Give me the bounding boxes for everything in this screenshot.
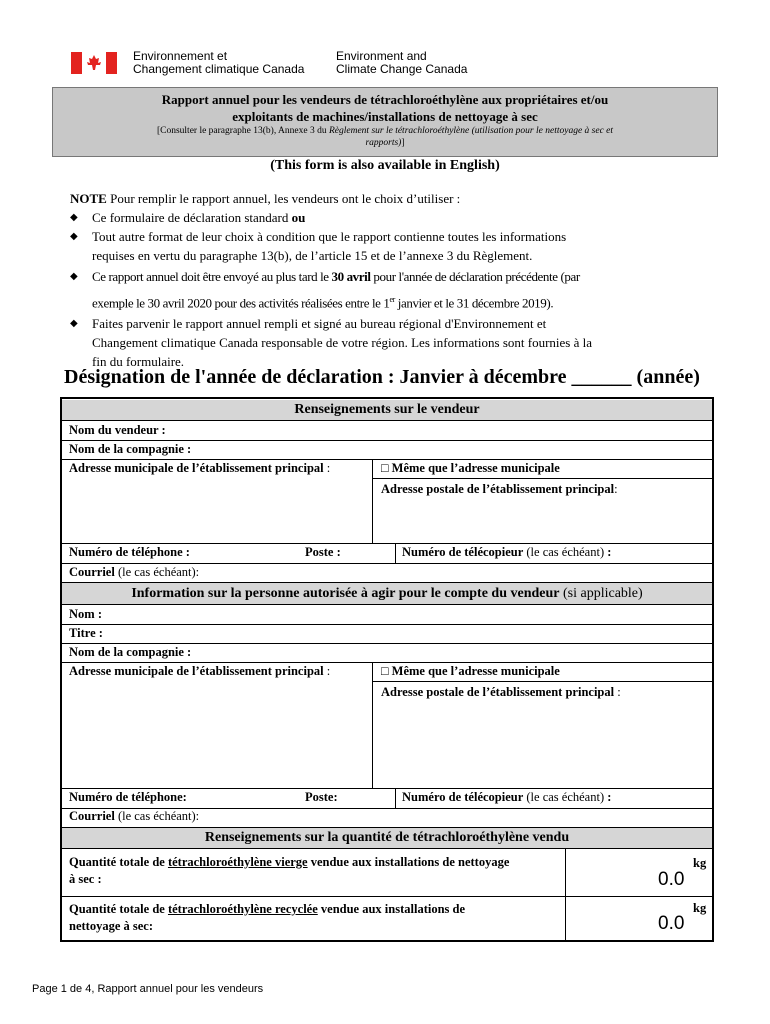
- page-footer: Page 1 de 4, Rapport annuel pour les vendeurs: [32, 983, 264, 995]
- vendor-address-field[interactable]: [69, 461, 330, 476]
- virgin-label-a: Quantité totale de: [69, 855, 168, 869]
- vendor-address-label: Adresse municipale de l’établissement principal: [69, 461, 324, 475]
- agent-fax-note: (le cas échéant): [523, 790, 608, 804]
- agent-fax-label: Numéro de télécopieur: [402, 790, 524, 804]
- dept-fr-line1: Environnement et: [133, 49, 228, 63]
- bullet-icon: ◆: [70, 318, 78, 330]
- note-intro: [70, 189, 710, 208]
- recycled-quantity-label: [69, 901, 465, 935]
- vendor-phone-field[interactable]: Numéro de téléphone :: [69, 545, 190, 559]
- vendor-company-field[interactable]: Nom de la compagnie :: [69, 442, 192, 456]
- vendor-email-label: Courriel: [69, 565, 115, 579]
- bullet4-line1: Faites parvenir le rapport annuel rempli et signé au bureau régional d'Environnement et: [92, 316, 547, 332]
- recycled-label-a: Quantité totale de: [69, 902, 168, 916]
- vendor-address-colon: :: [323, 461, 331, 475]
- title-line1: Rapport annuel pour les vendeurs de tétrachloroéthylène aux propriétaires et/ou: [161, 92, 609, 107]
- virgin-quantity-unit: kg: [693, 856, 707, 870]
- recycled-label-u: tétrachloroéthylène recyclée: [167, 902, 318, 916]
- virgin-quantity-input[interactable]: 0.0: [658, 869, 685, 890]
- virgin-label-line2: à sec :: [69, 872, 102, 886]
- agent-company-field[interactable]: Nom de la compagnie :: [69, 645, 192, 659]
- quantity-section-heading: Renseignements sur la quantité de tétrachloroéthylène vendu: [62, 828, 712, 848]
- vendor-mailing-label: Adresse postale de l’établissement principal: [381, 482, 615, 496]
- bullet4-line2: Changement climatique Canada responsable de votre région. Les informations sont fournies à la: [92, 335, 592, 351]
- note-bullet-2: [70, 227, 710, 265]
- agent-email-label: Courriel: [69, 809, 115, 823]
- bullet3-example: exemple le 30 avril 2020 pour des activités réalisées entre le 1: [92, 295, 390, 311]
- vendor-name-field[interactable]: Nom du vendeur :: [69, 423, 166, 437]
- vendor-email-note: (le cas échéant):: [114, 565, 200, 579]
- vendor-mailing-colon: :: [614, 482, 618, 496]
- agent-heading-text: Information sur la personne autorisée à agir pour le compte du vendeur: [131, 586, 560, 601]
- note-bullet-4: [70, 314, 710, 371]
- note-bullet-1: [70, 208, 710, 227]
- title-reference: [53, 125, 717, 149]
- bullet3-text-a: Ce rapport annuel doit être envoyé au plus tard le: [92, 269, 332, 284]
- recycled-label-line2: nettoyage à sec:: [69, 919, 153, 933]
- dept-fr-line2: Changement climatique Canada: [133, 62, 305, 76]
- bullet3-deadline: 30 avril: [331, 269, 371, 284]
- virgin-label-u: tétrachloroéthylène vierge: [167, 855, 308, 869]
- vendor-mailing-address-field[interactable]: [381, 482, 618, 497]
- note-intro-text: Pour remplir le rapport annuel, les vendeurs ont le choix d’utiliser :: [106, 191, 461, 206]
- agent-heading-note: (si applicable): [559, 586, 643, 601]
- bullet1-text: Ce formulaire de déclaration standard: [92, 210, 292, 225]
- agent-name-field[interactable]: Nom :: [69, 607, 102, 621]
- bullet-icon: ◆: [70, 271, 78, 282]
- agent-section-heading: [62, 583, 712, 604]
- bullet-icon: ◆: [70, 231, 78, 242]
- bullet3-text-c: pour l'année de déclaration précédente (par: [370, 269, 580, 284]
- vendor-fax-label: Numéro de télécopieur: [402, 545, 524, 559]
- english-availability-note: (This form is also available in English): [270, 158, 500, 173]
- bullet4-line3: fin du formulaire.: [92, 354, 185, 370]
- form-title: [53, 91, 717, 125]
- virgin-quantity-label: [69, 854, 509, 888]
- virgin-label-b: vendue aux installations de nettoyage: [307, 855, 510, 869]
- vendor-email-field[interactable]: [69, 565, 199, 580]
- bullet3-example-end: janvier et le 31 décembre 2019).: [394, 295, 554, 311]
- note-block: [70, 189, 710, 371]
- agent-mailing-address-field[interactable]: [381, 685, 621, 700]
- agent-title-field[interactable]: Titre :: [69, 626, 103, 640]
- note-bullet-3: [70, 265, 710, 314]
- vendor-fax-note: (le cas échéant): [523, 545, 608, 559]
- agent-ext-field[interactable]: Poste:: [305, 790, 338, 804]
- agent-address-field[interactable]: [69, 664, 330, 679]
- title-box: [52, 87, 718, 157]
- agent-fax-colon: :: [607, 790, 612, 804]
- department-name-en: [336, 50, 467, 76]
- agent-fax-field[interactable]: [402, 790, 611, 805]
- dept-en-line2: Climate Change Canada: [336, 62, 468, 76]
- department-name-fr: [133, 50, 304, 76]
- note-label: NOTE: [70, 191, 107, 206]
- agent-email-note: (le cas échéant):: [114, 809, 200, 823]
- canada-flag-icon: [71, 52, 117, 74]
- ref-regulation: Règlement sur le tétrachloroéthylène (utilisation pour le nettoyage à sec et: [328, 126, 614, 136]
- bullet-icon: ◆: [70, 212, 78, 223]
- agent-email-field[interactable]: [69, 809, 199, 824]
- vendor-same-address-checkbox[interactable]: □ Même que l’adresse municipale: [381, 461, 560, 475]
- vendor-ext-field[interactable]: Poste :: [305, 545, 341, 559]
- recycled-quantity-input[interactable]: 0.0: [658, 913, 685, 934]
- vendor-fax-field[interactable]: [402, 545, 611, 560]
- recycled-label-b: vendue aux installations de: [317, 902, 466, 916]
- reporting-year-designation: Désignation de l'année de déclaration : Janvier à décembre ______ (année): [64, 366, 700, 388]
- agent-address-label: Adresse municipale de l’établissement principal: [69, 664, 324, 678]
- title-line2: exploitants de machines/installations de nettoyage à sec: [232, 109, 538, 124]
- bullet2-line1: Tout autre format de leur choix à condition que le rapport contienne toutes les informations: [92, 229, 567, 244]
- dept-en-line1: Environment and: [336, 49, 427, 63]
- agent-mailing-colon: :: [614, 685, 621, 699]
- agent-same-address-checkbox[interactable]: □ Même que l’adresse municipale: [381, 664, 560, 678]
- vendor-section-heading: Renseignements sur le vendeur: [62, 400, 712, 420]
- bullet1-or: ou: [291, 210, 306, 225]
- ref-suffix: ]: [401, 138, 405, 148]
- agent-address-colon: :: [323, 664, 331, 678]
- agent-phone-field[interactable]: Numéro de téléphone:: [69, 790, 187, 804]
- bullet3-sup: er: [389, 295, 395, 304]
- ref-prefix: [Consulter le paragraphe 13(b), Annexe 3 du: [156, 126, 329, 136]
- ref-regulation-end: rapports): [365, 138, 402, 148]
- vendor-fax-colon: :: [607, 545, 612, 559]
- bullet2-line2: requises en vertu du paragraphe 13(b), de l’article 15 et de l’annexe 3 du Règlement.: [92, 248, 533, 263]
- agent-mailing-label: Adresse postale de l’établissement principal: [381, 685, 615, 699]
- recycled-quantity-unit: kg: [693, 901, 707, 915]
